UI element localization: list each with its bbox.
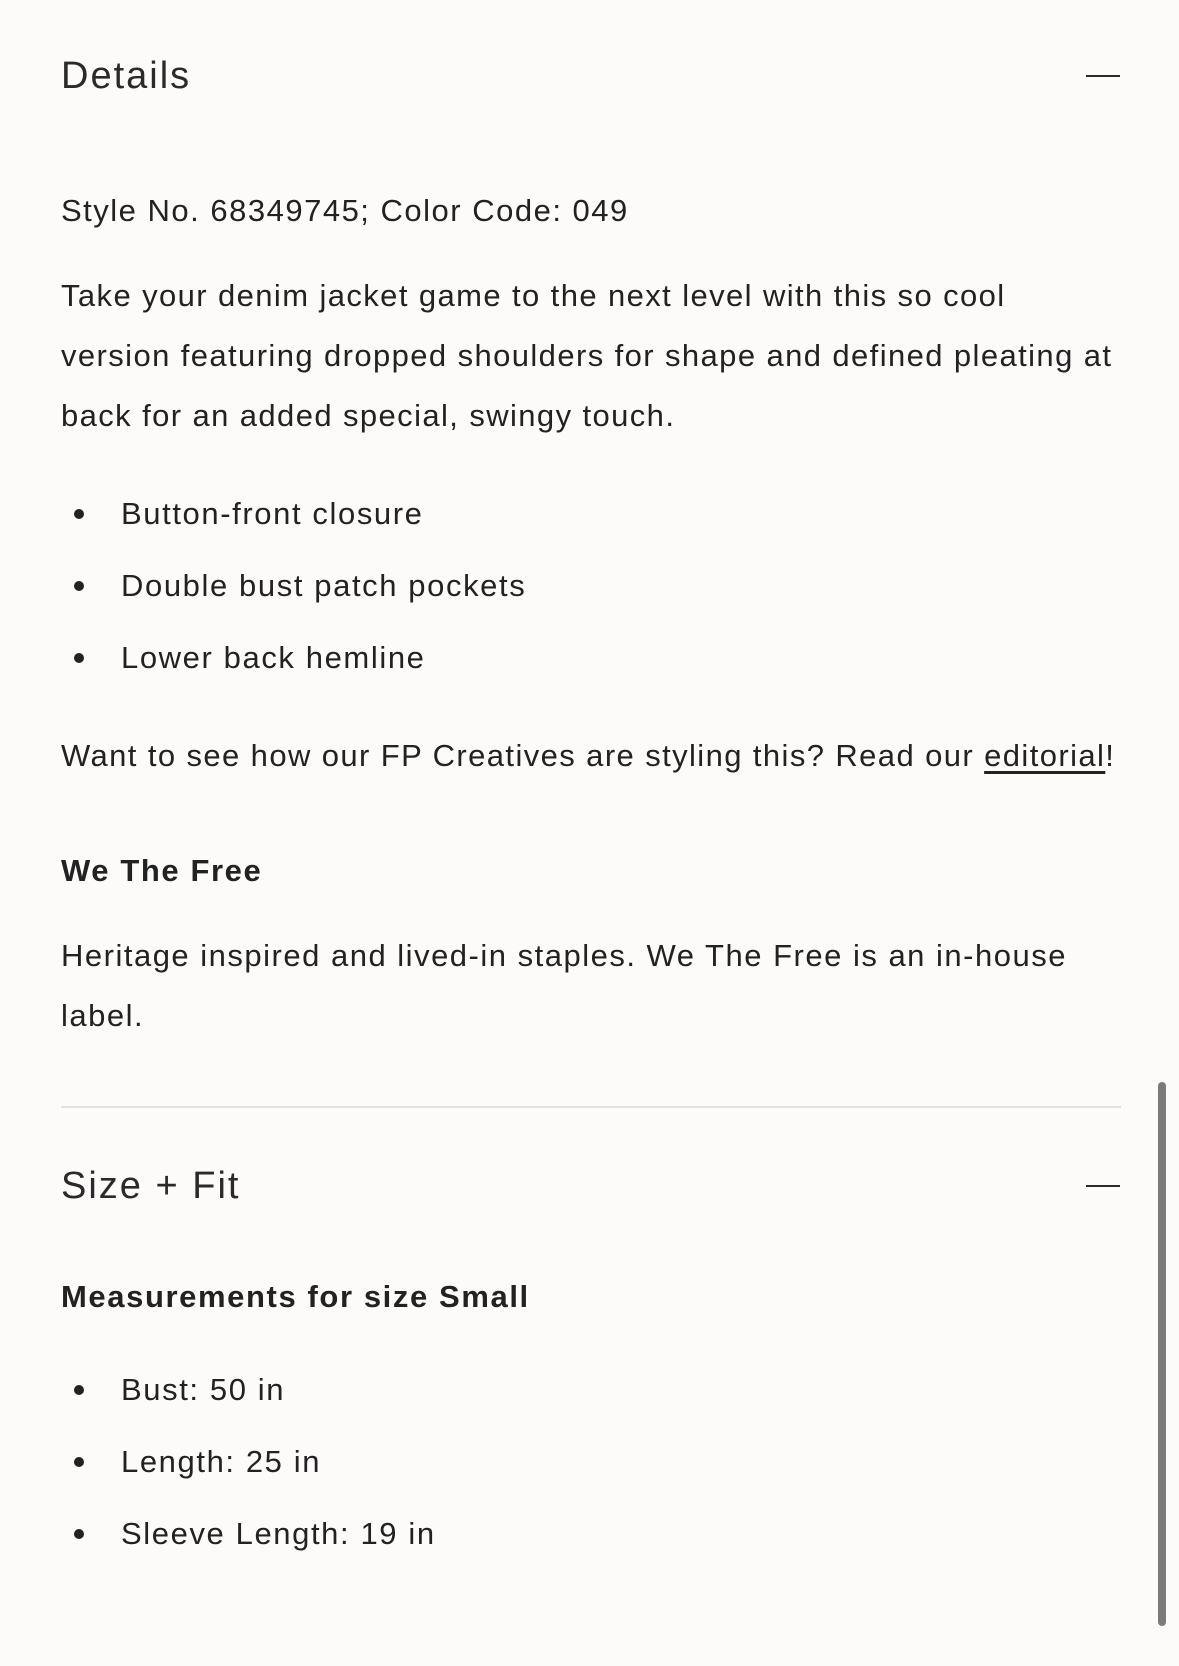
measurement-text: Length: 25 in — [121, 1444, 322, 1479]
editorial-link[interactable]: editorial — [984, 738, 1106, 773]
feature-list — [61, 478, 1121, 694]
feature-text: Button-front closure — [121, 496, 424, 531]
size-fit-title: Size + Fit — [61, 1164, 241, 1207]
feature-text: Double bust patch pockets — [121, 568, 527, 603]
list-item — [61, 1354, 1121, 1426]
details-title: Details — [61, 54, 192, 97]
list-item — [61, 622, 1121, 694]
list-item — [61, 1426, 1121, 1498]
style-number: Style No. 68349745; Color Code: 049 — [61, 193, 629, 228]
feature-text: Lower back hemline — [121, 640, 426, 675]
size-fit-accordion-header[interactable] — [61, 1148, 1121, 1224]
details-accordion-header[interactable] — [61, 38, 1121, 114]
product-description: Take your denim jacket game to the next level with this so cool version featuring dropped shoulders for shape and defined pleating at back for an added special, swingy touch. — [61, 278, 1113, 433]
editorial-paragraph — [61, 726, 1121, 786]
list-item — [61, 478, 1121, 550]
measurement-text: Sleeve Length: 19 in — [121, 1516, 436, 1551]
brand-name: We The Free — [61, 853, 263, 888]
section-divider — [61, 1106, 1121, 1108]
editorial-suffix: ! — [1105, 738, 1116, 773]
scrollbar[interactable] — [1158, 1082, 1166, 1626]
list-item — [61, 1498, 1121, 1570]
editorial-prefix: Want to see how our FP Creatives are styling this? Read our — [61, 738, 985, 773]
measurements-title: Measurements for size Small — [61, 1279, 530, 1314]
list-item — [61, 550, 1121, 622]
brand-description: Heritage inspired and lived-in staples. We The Free is an in-house label. — [61, 938, 1067, 1033]
measurement-text: Bust: 50 in — [121, 1372, 286, 1407]
minus-icon[interactable] — [1085, 1168, 1121, 1204]
bullet-icon — [74, 581, 84, 591]
bullet-icon — [74, 653, 84, 663]
bullet-icon — [74, 1385, 84, 1395]
bullet-icon — [74, 509, 84, 519]
minus-icon[interactable] — [1085, 58, 1121, 94]
product-details-page — [61, 0, 1121, 1570]
bullet-icon — [74, 1529, 84, 1539]
bullet-icon — [74, 1457, 84, 1467]
measurement-list — [61, 1354, 1121, 1570]
